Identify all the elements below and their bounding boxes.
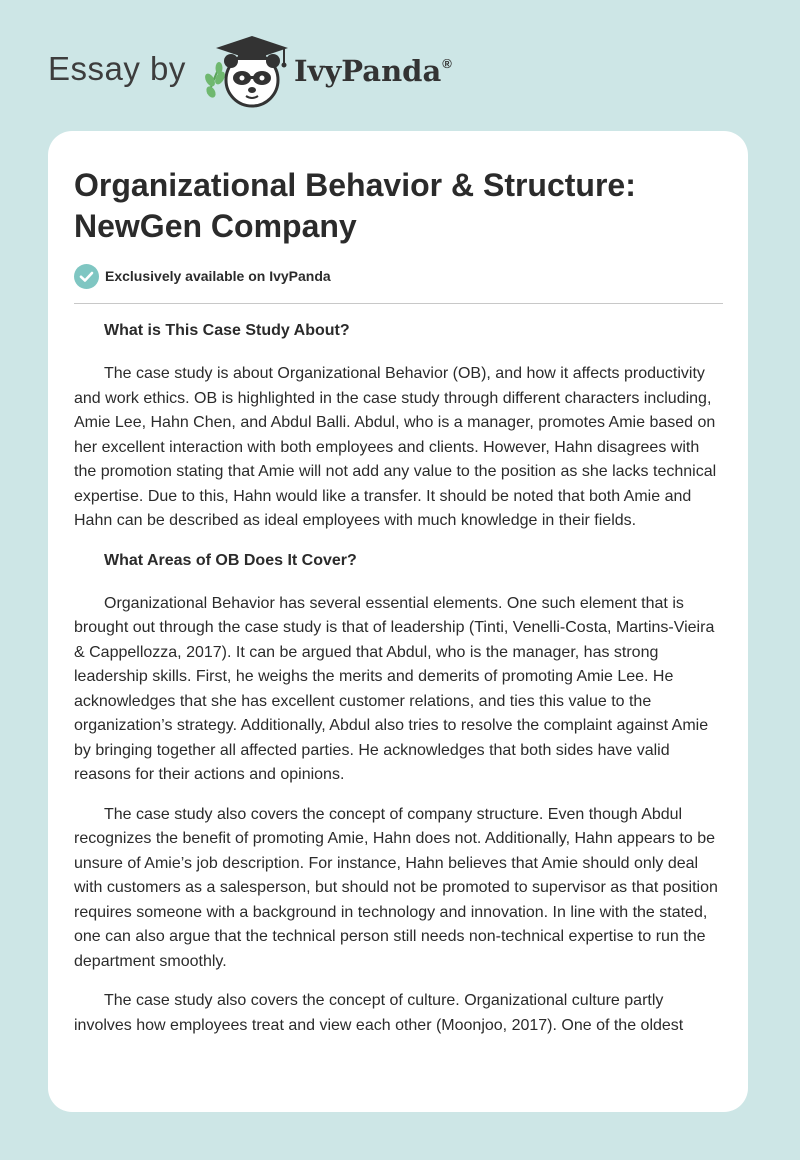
essay-content bbox=[74, 319, 724, 1053]
panda-logo-icon bbox=[200, 34, 292, 110]
badge-label: Exclusively available on IvyPanda bbox=[105, 268, 331, 284]
essay-card bbox=[48, 131, 748, 1112]
checkmark-icon bbox=[74, 264, 99, 289]
essay-title: Organizational Behavior & Structure: NewGen Company bbox=[74, 167, 636, 244]
divider bbox=[74, 303, 723, 304]
paragraph: The case study also covers the concept of culture. Organizational culture partly involves how employees treat and view each other (Moonjoo, 2017). One of the oldest bbox=[74, 992, 684, 1034]
registered-mark: ® bbox=[442, 56, 452, 72]
section-heading: What Areas of OB Does It Cover? bbox=[104, 551, 357, 569]
brand-name bbox=[294, 54, 452, 88]
paragraph: Organizational Behavior has several essential elements. One such element that is brought out through the case study is that of leadership (Tinti, Venelli-Costa, Martins-Vieira & Cappellozza, 2017). It can be argued that Abdul, who is the manager, has strong leadership skills. First, he weighs the merits and demerits of promoting Amie Lee. He acknowledges that she has excellent customer relations, and ties this value to the organization’s strategy. Additionally, Abdul also tries to resolve the complaint against Amie by bringing together all affected parties. He acknowledges that both sides have valid reasons for their actions and opinions. bbox=[74, 594, 715, 783]
brand-header bbox=[48, 30, 508, 110]
paragraph: The case study also covers the concept of company structure. Even though Abdul recognizes the benefit of promoting Amie, Hahn does not. Additionally, Hahn appears to be unsure of Amie’s job description. For instance, Hahn believes that Amie should only deal with customers as a salesperson, but should not be promoted to supervisor as that position requires someone with a background in technology and innovation. In line with the stated, one can also argue that the technical person still needs non-technical expertise to run the department smoothly. bbox=[74, 805, 718, 970]
brand-name-text: IvyPanda bbox=[294, 54, 442, 88]
exclusive-badge bbox=[74, 263, 331, 289]
brand-prefix: Essay by bbox=[48, 50, 186, 87]
paragraph: The case study is about Organizational Behavior (OB), and how it affects productivity and work ethics. OB is highlighted in the case study through different characters including, Amie Lee, Hahn Chen, and Abdul Balli. Abdul, who is a manager, promotes Amie based on her excellent interaction with both employees and clients. However, Hahn disagrees with the promotion stating that Amie will not add any value to the position as she lacks technical expertise. Due to this, Hahn would like a transfer. It should be noted that both Amie and Hahn can be described as ideal employees with much knowledge in their fields. bbox=[74, 365, 717, 529]
section-heading: What is This Case Study About? bbox=[104, 322, 350, 339]
